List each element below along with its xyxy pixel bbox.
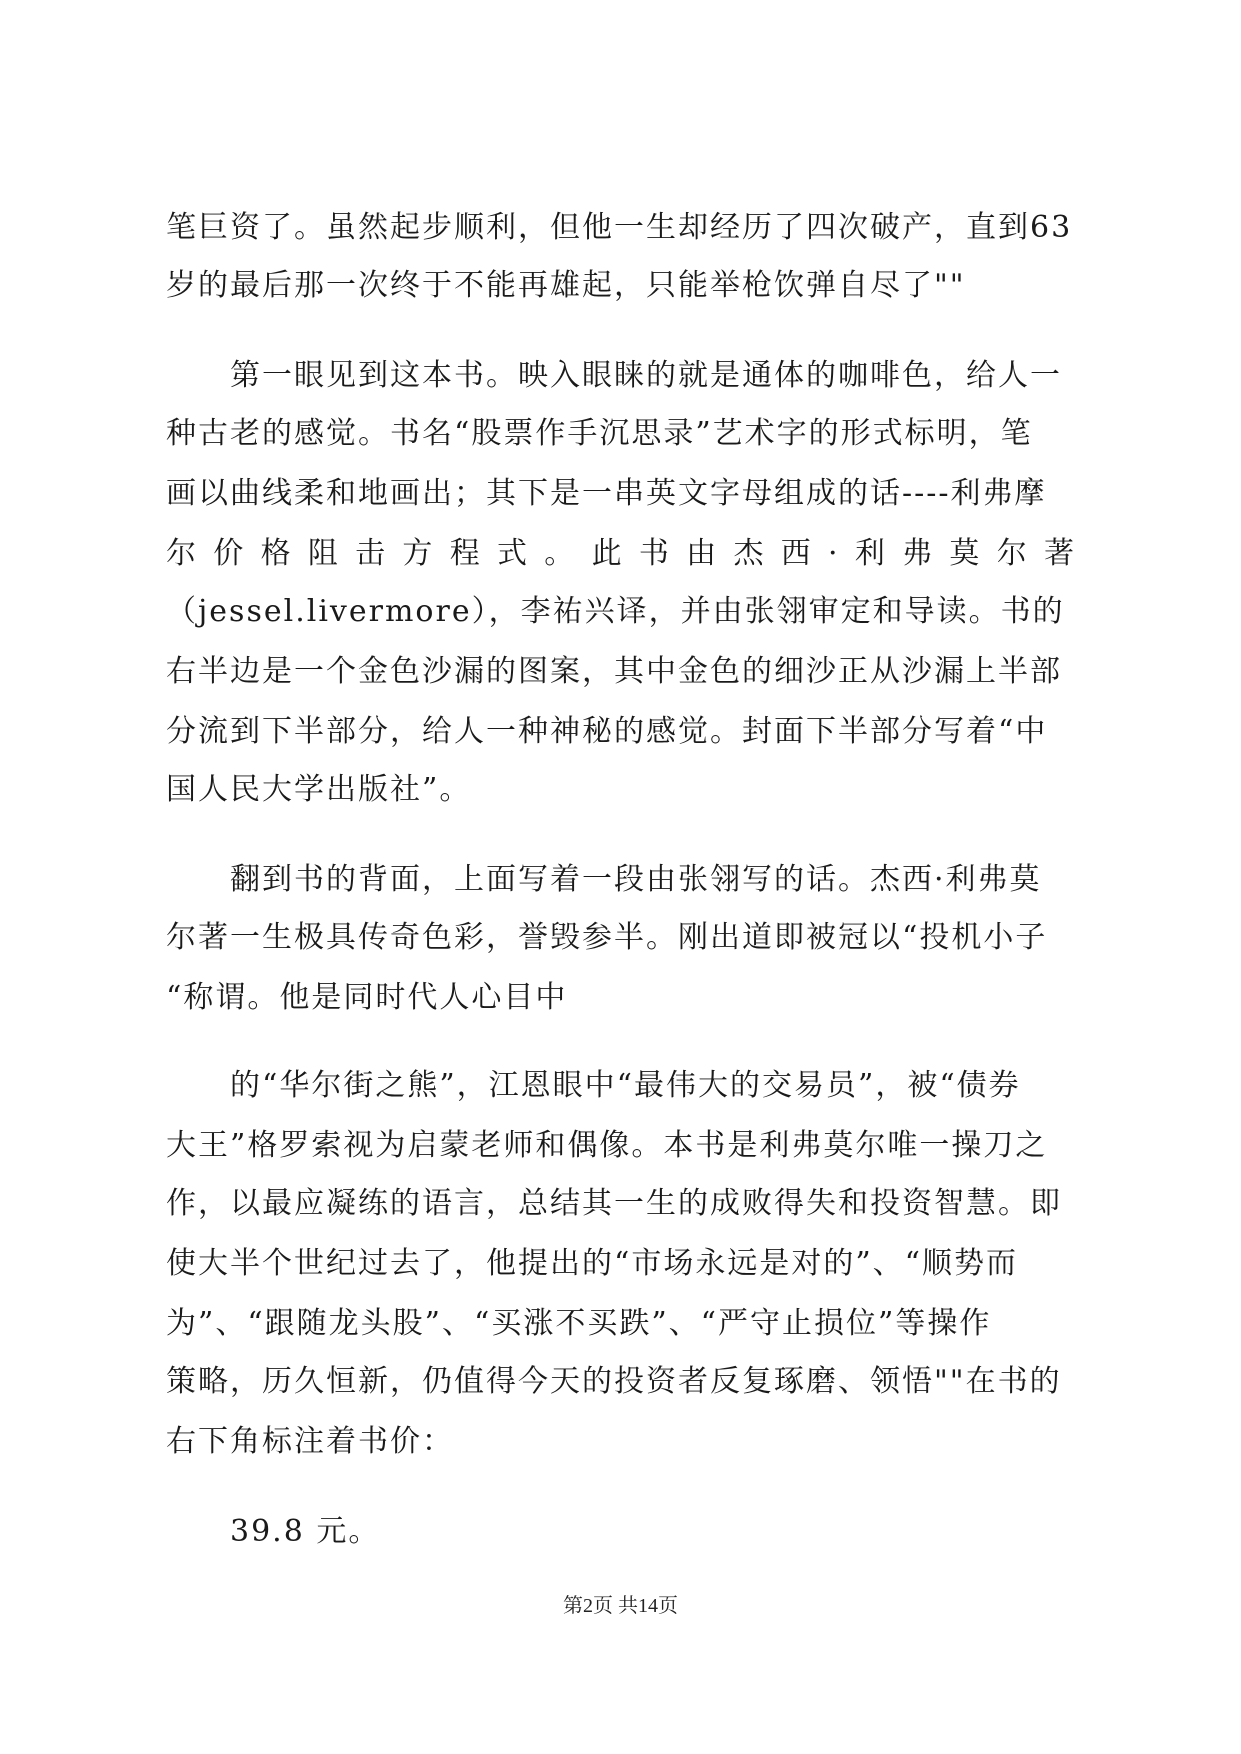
- text-line: 大王”格罗索视为启蒙老师和偶像。本书是利弗莫尔唯一操刀之: [166, 1128, 1048, 1163]
- text-line: 为”、“跟随龙头股”、“买涨不买跌”、“严守止损位”等操作: [166, 1306, 992, 1341]
- paragraph-start-line: 第一眼见到这本书。映入眼睐的就是通体的咖啡色，给人一: [230, 358, 1062, 393]
- paragraph-start-line: 39.8 元。: [230, 1514, 381, 1549]
- text-line: （jessel.livermore），李祐兴译，并由张翎审定和导读。书的: [166, 594, 1065, 629]
- page-footer: 第2页 共14页: [563, 1595, 678, 1617]
- text-line: 右下角标注着书价：: [166, 1424, 454, 1459]
- text-line: 笔巨资了。虽然起步顺利，但他一生却经历了四次破产，直到63: [166, 210, 1073, 245]
- text-line: 岁的最后那一次终于不能再雄起，只能举枪饮弹自尽了"": [166, 268, 966, 303]
- text-line: 国人民大学出版社”。: [166, 772, 472, 807]
- text-line: 尔价格阻击方程式。此书由杰西·利弗莫尔著: [166, 536, 1076, 571]
- paragraph-start-line: 翻到书的背面，上面写着一段由张翎写的话。杰西·利弗莫: [230, 862, 1042, 897]
- text-line: 尔著一生极具传奇色彩，誉毁参半。刚出道即被冠以“投机小子: [166, 920, 1048, 955]
- text-line: “称谓。他是同时代人心目中: [166, 980, 568, 1015]
- text-line: 策略，历久恒新，仍值得今天的投资者反复琢磨、领悟""在书的: [166, 1364, 1062, 1399]
- text-line: 画以曲线柔和地画出；其下是一串英文字母组成的话----利弗摩: [166, 476, 1047, 511]
- text-line: 种古老的感觉。书名“股票作手沉思录”艺术字的形式标明，笔: [166, 416, 1033, 451]
- text-line: 使大半个世纪过去了，他提出的“市场永远是对的”、“顺势而: [166, 1246, 1019, 1281]
- text-line: 作，以最应凝练的语言，总结其一生的成败得失和投资智慧。即: [166, 1186, 1062, 1221]
- text-line: 分流到下半部分，给人一种神秘的感觉。封面下半部分写着“中: [166, 714, 1048, 749]
- text-line: 右半边是一个金色沙漏的图案，其中金色的细沙正从沙漏上半部: [166, 654, 1062, 689]
- paragraph-start-line: 的“华尔街之熊”，江恩眼中“最伟大的交易员”，被“债券: [230, 1068, 1021, 1103]
